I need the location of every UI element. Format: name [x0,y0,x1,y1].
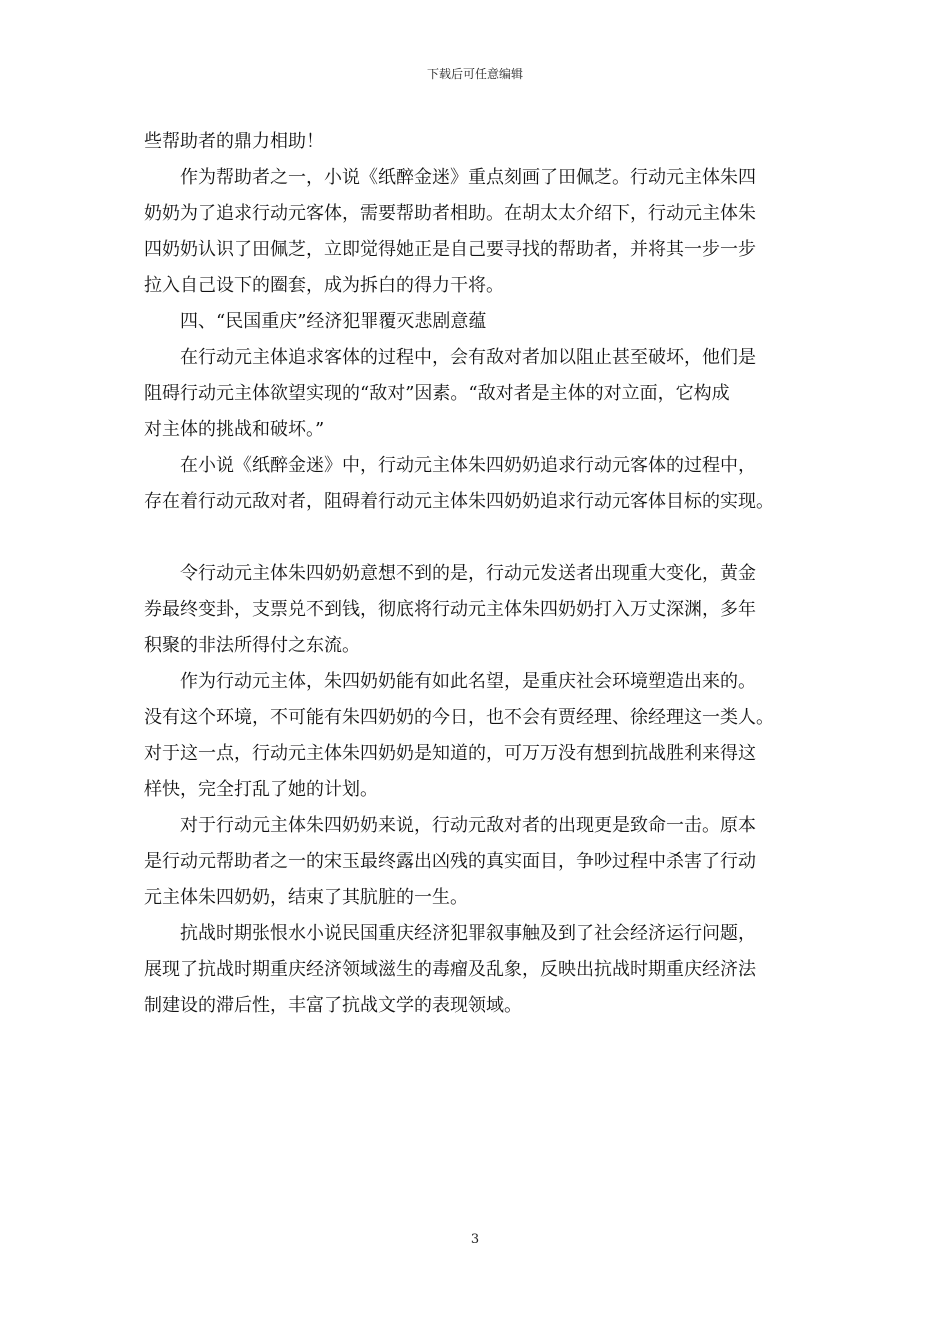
text-line: 存在着行动元敌对者，阻碍着行动元主体朱四奶奶追求行动元客体目标的实现。 [144,491,774,512]
text-line: 拉入自己设下的圈套，成为拆白的得力干将。 [144,275,504,296]
paragraph-start-line: 作为帮助者之一，小说《纸醉金迷》重点刻画了田佩芝。行动元主体朱四 [180,167,756,188]
text-line: 没有这个环境，不可能有朱四奶奶的今日，也不会有贾经理、徐经理这一类人。 [144,707,774,728]
text-line: 是行动元帮助者之一的宋玉最终露出凶残的真实面目，争吵过程中杀害了行动 [144,851,756,872]
section-heading: 四、“民国重庆”经济犯罪覆灭悲剧意蕴 [180,311,487,332]
paragraph-start-line: 在小说《纸醉金迷》中，行动元主体朱四奶奶追求行动元客体的过程中， [180,455,756,476]
text-line: 元主体朱四奶奶，结束了其肮脏的一生。 [144,887,468,908]
text-line: 积聚的非法所得付之东流。 [144,635,360,656]
paragraph-start-line: 抗战时期张恨水小说民国重庆经济犯罪叙事触及到了社会经济运行问题， [180,923,756,944]
page-number: 3 [470,1232,480,1247]
text-line: 四奶奶认识了田佩芝，立即觉得她正是自己要寻找的帮助者，并将其一步一步 [144,239,756,260]
paragraph-start-line: 令行动元主体朱四奶奶意想不到的是，行动元发送者出现重大变化，黄金 [180,563,756,584]
text-line: 些帮助者的鼎力相助！ [144,131,324,152]
paragraph-start-line: 在行动元主体追求客体的过程中，会有敌对者加以阻止甚至破坏，他们是 [180,347,756,368]
paragraph-start-line: 对于行动元主体朱四奶奶来说，行动元敌对者的出现更是致命一击。原本 [180,815,756,836]
text-line: 券最终变卦，支票兑不到钱，彻底将行动元主体朱四奶奶打入万丈深渊，多年 [144,599,756,620]
blank-line [144,520,820,556]
text-line: 制建设的滞后性，丰富了抗战文学的表现领域。 [144,995,522,1016]
document-body [144,124,820,1024]
text-line: 对于这一点，行动元主体朱四奶奶是知道的，可万万没有想到抗战胜利来得这 [144,743,756,764]
page-header: 下载后可任意编辑 [426,67,523,81]
paragraph-start-line: 作为行动元主体，朱四奶奶能有如此名望，是重庆社会环境塑造出来的。 [180,671,756,692]
text-line: 展现了抗战时期重庆经济领域滋生的毒瘤及乱象，反映出抗战时期重庆经济法 [144,959,756,980]
text-line: 样快，完全打乱了她的计划。 [144,779,378,800]
text-line: 对主体的挑战和破坏。” [144,419,325,440]
text-line: 阻碍行动元主体欲望实现的“敌对”因素。“敌对者是主体的对立面，它构成 [144,383,730,404]
text-line: 奶奶为了追求行动元客体，需要帮助者相助。在胡太太介绍下，行动元主体朱 [144,203,756,224]
